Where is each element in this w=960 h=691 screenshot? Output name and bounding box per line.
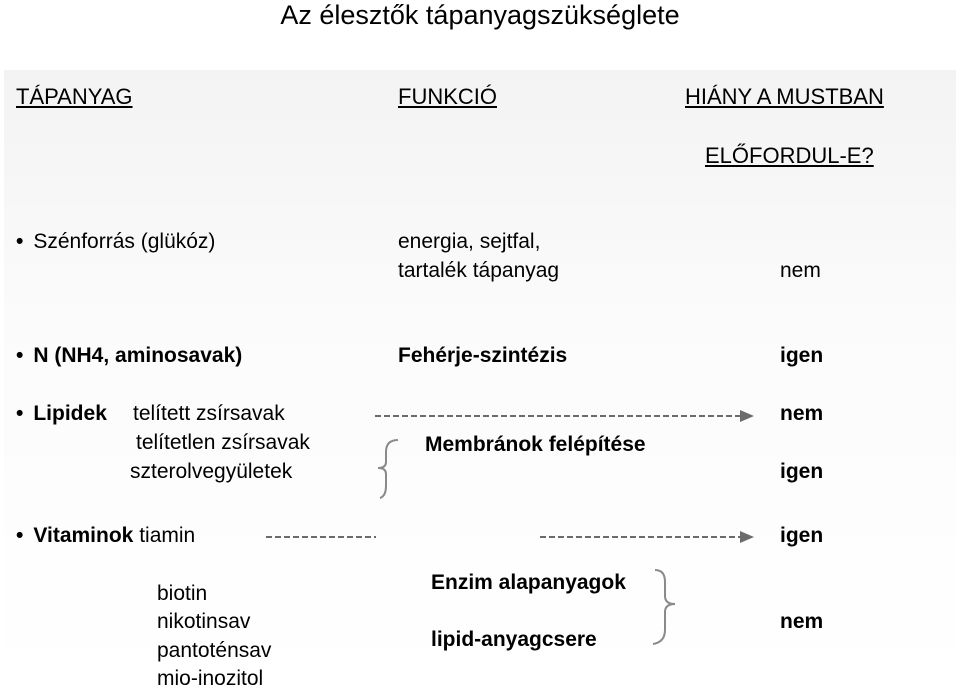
vitamins-brace (653, 570, 675, 644)
row-carbon-function-line1: energia, sejtfal, (398, 230, 541, 253)
row-lipids-item-3: szterolvegyületek (130, 460, 293, 483)
row-vitamins-deficiency: nem (780, 610, 824, 633)
row-lipids-deficiency-2: igen (780, 460, 824, 483)
row-nitrogen-nutrient-label: N (NH4, aminosavak) (33, 344, 243, 367)
row-vitamins-first-item: tiamin (139, 524, 196, 547)
row-lipids-function: Membránok felépítése (425, 433, 646, 456)
row-vitamins-nutrient-label: Vitaminok (33, 524, 134, 547)
row-nitrogen-function: Fehérje-szintézis (398, 344, 568, 367)
row-lipids-item-2: telítetlen zsírsavak (136, 431, 310, 454)
row-lipids-item-1: telített zsírsavak (133, 402, 285, 425)
row-vitamins-function-line2: lipid-anyagcsere (431, 628, 597, 651)
row-carbon-deficiency: nem (780, 259, 821, 282)
row-vitamins-function-line1: Enzim alapanyagok (431, 571, 626, 594)
row-lipids-nutrient-label: Lipidek (33, 402, 107, 425)
row-vitamins-item-1: biotin (157, 582, 208, 605)
lipids-brace (378, 440, 398, 498)
lipids-dashed-arrow (375, 410, 754, 422)
row-vitamins-item-4: mio-inozitol (157, 667, 264, 690)
header-deficiency-line2: ELŐFORDUL-E? (705, 143, 874, 168)
header-nutrient: TÁPANYAG (16, 84, 133, 109)
header-function: FUNKCIÓ (398, 84, 497, 109)
row-carbon-nutrient-label: Szénforrás (glükóz) (33, 230, 216, 253)
row-carbon-function-line2: tartalék tápanyag (398, 259, 560, 282)
row-lipids-deficiency-1: nem (780, 402, 824, 425)
row-vitamins-first-deficiency: igen (780, 524, 824, 547)
vitamins-dashed-arrow (266, 531, 754, 543)
row-vitamins-item-3: pantoténsav (157, 639, 272, 662)
row-vitamins-item-2: nikotinsav (157, 610, 251, 633)
header-deficiency-line1: HIÁNY A MUSTBAN (685, 84, 884, 109)
page-title: Az élesztők tápanyagszükséglete (280, 0, 680, 30)
row-nitrogen-deficiency: igen (780, 344, 824, 367)
